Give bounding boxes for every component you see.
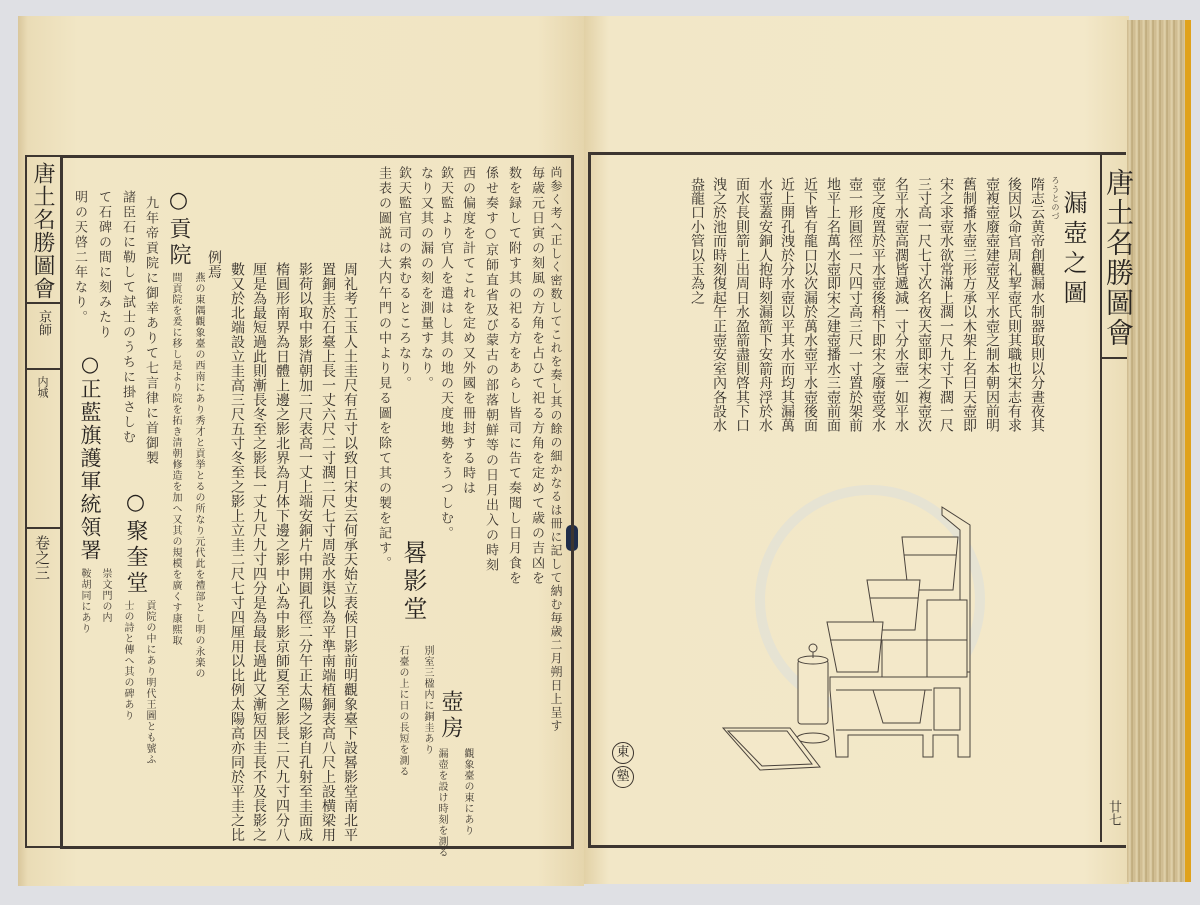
title-reading: ろうとのづ bbox=[1051, 176, 1060, 221]
text-column: 諸臣石に勒して試士のうちに掛さしむ bbox=[120, 190, 135, 445]
heading-guiying: 晷影堂 bbox=[399, 540, 427, 624]
heading-note: 鞍胡同にあり bbox=[79, 568, 90, 634]
heading-note: 漏壺を設け時刻を測る bbox=[436, 748, 447, 858]
text-column: 欽天監より官人を遣はし其の地の天度地勢をうつしむ。 bbox=[438, 166, 453, 541]
text-column: 面水長則箭上出周日水盈箭盡則啓其下口 bbox=[734, 177, 750, 433]
stand-upper-frame bbox=[927, 600, 967, 677]
text-column: 洩之於池而時刻復起午正壺安室內各設水 bbox=[711, 177, 727, 433]
text-column: 地平上名萬水壺即宋之建壺播水三壺前面 bbox=[825, 177, 841, 433]
text-column: 近下皆有龍口以次漏於萬水壺平水壺後面 bbox=[802, 177, 818, 433]
text-column: 厘是為最短過此則漸長冬至之影長一丈九尺九寸四分是為最長過此又漸短因圭長不及長影之 bbox=[251, 262, 267, 842]
text-column: 圭表の圖説は大内午門の中より見る圖を除て其の製を記す。 bbox=[376, 166, 391, 571]
heading-note: 燕の東隅觀象臺の西南にあり秀才と貢挙とるの所なり元代此を禮部とし明の永楽の bbox=[193, 272, 204, 679]
text-column: 数を録して附す其の祀る方をあらし皆司に告て奏聞し日月食を bbox=[506, 166, 521, 586]
text-column: 置銅圭於石臺上長一丈六尺二寸濶二尺七寸周設水渠以為平準南端植銅表高八尺上設横梁用 bbox=[320, 262, 336, 842]
margin-volume: 卷之三 bbox=[33, 535, 51, 580]
left-book-title: 唐土名勝圖會 bbox=[30, 162, 55, 300]
text-column: 尚参く考へ正しく密数してこれを奏し其の餘の細かなるは冊に記して納む毎歳二月朔日上呈す bbox=[549, 166, 563, 733]
text-column: 數又於北端設立圭高三尺五寸冬至之影上立圭二尺七寸四厘用以比例太陽高亦同於平圭之比 bbox=[229, 262, 245, 842]
text-column: 明の天啓二年なり。 bbox=[72, 190, 87, 325]
heading-note: 貢院の中にあり明代王圖とも號ふ bbox=[144, 600, 155, 765]
text-column: 壺一形圓徑一尺四寸高三尺一寸置於架前 bbox=[847, 177, 863, 433]
text-column: 舊制播水壺三形方承以木架上名曰天壺即 bbox=[961, 177, 977, 433]
heading-zhenglan: ○正藍旗護軍統領署 bbox=[78, 352, 102, 562]
heading-hufang: 壺房 bbox=[438, 690, 463, 742]
text-column: 盎龍口小管以玉為之 bbox=[689, 177, 705, 305]
right-book-title: 唐土名勝圖會 bbox=[1102, 168, 1135, 348]
text-column: 欽天監官司の索むるところなり。 bbox=[396, 166, 411, 391]
heading-note: 觀象臺の東にあり bbox=[462, 748, 473, 836]
folio-number: 廿七 bbox=[1106, 800, 1121, 826]
heading-note: 石臺の上に日の長短を測る bbox=[397, 645, 408, 777]
text-column: 九年帝貢院に御幸ありて七言律に首御製 bbox=[143, 196, 158, 466]
text-column: 後因以命官周礼挈壺氏則其職也宋志有求 bbox=[1006, 177, 1022, 433]
text-column: 名平水壺高濶皆遞減一寸分水壺一如平水 bbox=[893, 177, 909, 433]
text-column: 周礼考工玉人土圭尺有五寸以致日宋史云何承天始立表候日影前明觀象臺下設晷影堂南北平 bbox=[342, 262, 358, 842]
text-column: 近上開孔洩於分水壺以平其水而均其漏萬 bbox=[779, 177, 795, 433]
text-column: 三寸高一尺七寸次名夜天壺即宋之複壺次 bbox=[916, 177, 932, 433]
text-column: 影荷以取中影清朝加二尺表高一丈上端安銅片中開圓孔徑二分午正太陽之影自孔射至圭面成 bbox=[297, 262, 313, 842]
collector-seal: 東 bbox=[612, 742, 634, 764]
receiving-vessel bbox=[798, 660, 828, 724]
heading-note: 間貢院を爰に移し是より院を拓き清朝修造を加へ又其の規模を廣くす康熙取 bbox=[170, 272, 181, 646]
bronze-figure bbox=[809, 644, 817, 652]
heading-note: 崇文門の内 bbox=[100, 568, 111, 623]
heading-jukui: ○聚奎堂 bbox=[123, 490, 148, 597]
heading-note: 別室三楹内に銅圭あり bbox=[422, 645, 433, 755]
text-column: て石碑の間に刻みたり bbox=[96, 190, 111, 340]
text-column: 西の偏度を計てこれを定め又外國を冊封する時は bbox=[460, 166, 475, 496]
heading-gongyuan: ○貢院 bbox=[166, 188, 191, 269]
text-column: 楕圓形南界為日體上邊之影北界為月体下邊之影中心為中影京師夏至之影長二尺九寸四分八 bbox=[274, 262, 290, 842]
collector-seal: 塾 bbox=[612, 766, 634, 788]
text-column: 係せ奏す○京師直省及び蒙古の部落朝鮮等の日月出入の時刻 bbox=[483, 166, 498, 573]
text-column: 水壺蓋安銅人抱時刻漏箭下安箭舟浮於水 bbox=[757, 177, 773, 433]
text-column: 隋志云黄帝創觀漏水制器取則以分晝夜其 bbox=[1029, 177, 1045, 433]
text-column: なり又其の漏の刻を測量すなり。 bbox=[418, 166, 433, 391]
equalizing-reservoir bbox=[827, 622, 883, 672]
heading-note: 士の詩と傳へ其の碑あり bbox=[122, 600, 133, 721]
margin-section: 京師 bbox=[36, 310, 51, 336]
text-column: 例焉 bbox=[206, 250, 222, 279]
text-column: 宋之求壺水欲常滿上濶一尺九寸下濶一尺 bbox=[938, 177, 954, 433]
margin-subsection: 内城 bbox=[36, 376, 49, 398]
text-column: 毎歳元日寅の刻風の方角を占ひて祀る方角を定めて歳の吉凶を bbox=[529, 166, 544, 586]
text-column: 壺複壺廢壺建壺及平水壺之制本朝因前明 bbox=[984, 177, 1000, 433]
illustration-title: 漏壺之圖 bbox=[1059, 190, 1087, 310]
text-column: 壺之度置於平水壺後稍下即宋之廢壺受水 bbox=[870, 177, 886, 433]
